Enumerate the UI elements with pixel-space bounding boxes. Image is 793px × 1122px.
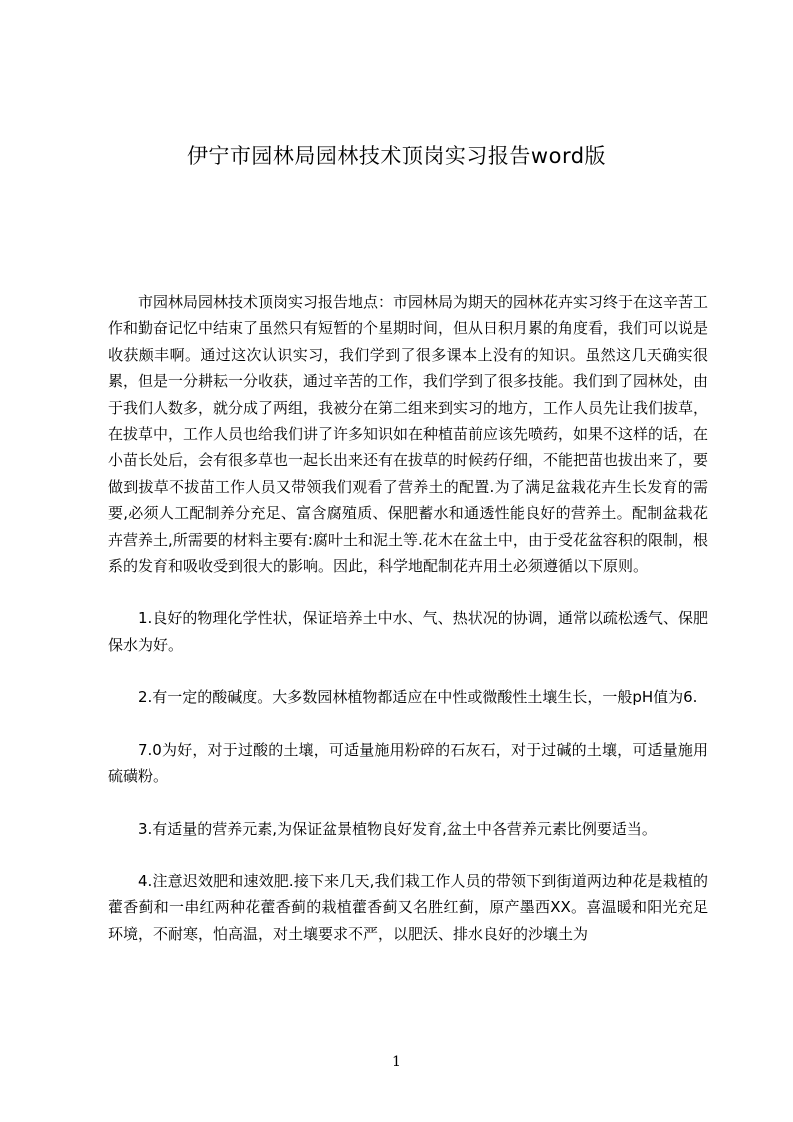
paragraph-principle-1: 1.良好的物理化学性状，保证培养土中水、气、热状况的协调，通常以疏松透气、保肥保水为好。 xyxy=(108,609,708,654)
document-body xyxy=(108,289,708,947)
document-title: 伊宁市园林局园林技术顶岗实习报告word版 xyxy=(186,144,607,168)
paragraph-principle-2: 2.有一定的酸碱度。大多数园林植物都适应在中性或微酸性土壤生长，一般pH值为6. xyxy=(138,688,698,707)
paragraph-principle-3: 3.有适量的营养元素,为保证盆景植物良好发育,盆土中各营养元素比例要适当。 xyxy=(138,819,657,838)
paragraph-principle-2-continued: 7.0为好，对于过酸的土壤，可适量施用粉碎的石灰石，对于过碱的土壤，可适量施用硫磺粉。 xyxy=(108,740,708,786)
page-number: 1 xyxy=(392,1054,401,1070)
paragraph-principle-4: 4.注意迟效肥和速效肥.接下来几天,我们栽工作人员的带领下到街道两边种花是栽植的藿香蓟和一串红两种花藿香蓟的栽植藿香蓟又名胜红蓟，原产墨西XX。喜温暖和阳光充足环境，不耐寒，怕高温，对土壤要求不严，以肥沃、排水良好的沙壤土为 xyxy=(108,871,708,943)
paragraph-intro: 市园林局园林技术顶岗实习报告地点：市园林局为期天的园林花卉实习终于在这辛苦工作和勤奋记忆中结束了虽然只有短暂的个星期时间，但从日积月累的角度看，我们可以说是收获颇丰啊。通过这次认识实习，我们学到了很多课本上没有的知识。虽然这几天确实很累，但是一分耕耘一分收获，通过辛苦的工作，我们学到了很多技能。我们到了园林处，由于我们人数多，就分成了两组，我被分在第二组来到实习的地方，工作人员先让我们拔草，在拔草中，工作人员也给我们讲了许多知识如在种植苗前应该先喷药，如果不这样的话，在小苗长处后，会有很多草也一起长出来还有在拔草的时候药仔细，不能把苗也拔出来了，要做到拔草不拔苗工作人员又带领我们观看了营养土的配置.为了满足盆栽花卉生长发育的需要,必须人工配制养分充足、富含腐殖质、保肥蓄水和通透性能良好的营养土。配制盆栽花卉营养土,所需要的材料主要有:腐叶土和泥土等.花木在盆土中，由于受花盆容积的限制，根系的发育和吸收受到很大的影响。因此，科学地配制花卉用土必须遵循以下原则。 xyxy=(108,293,709,576)
